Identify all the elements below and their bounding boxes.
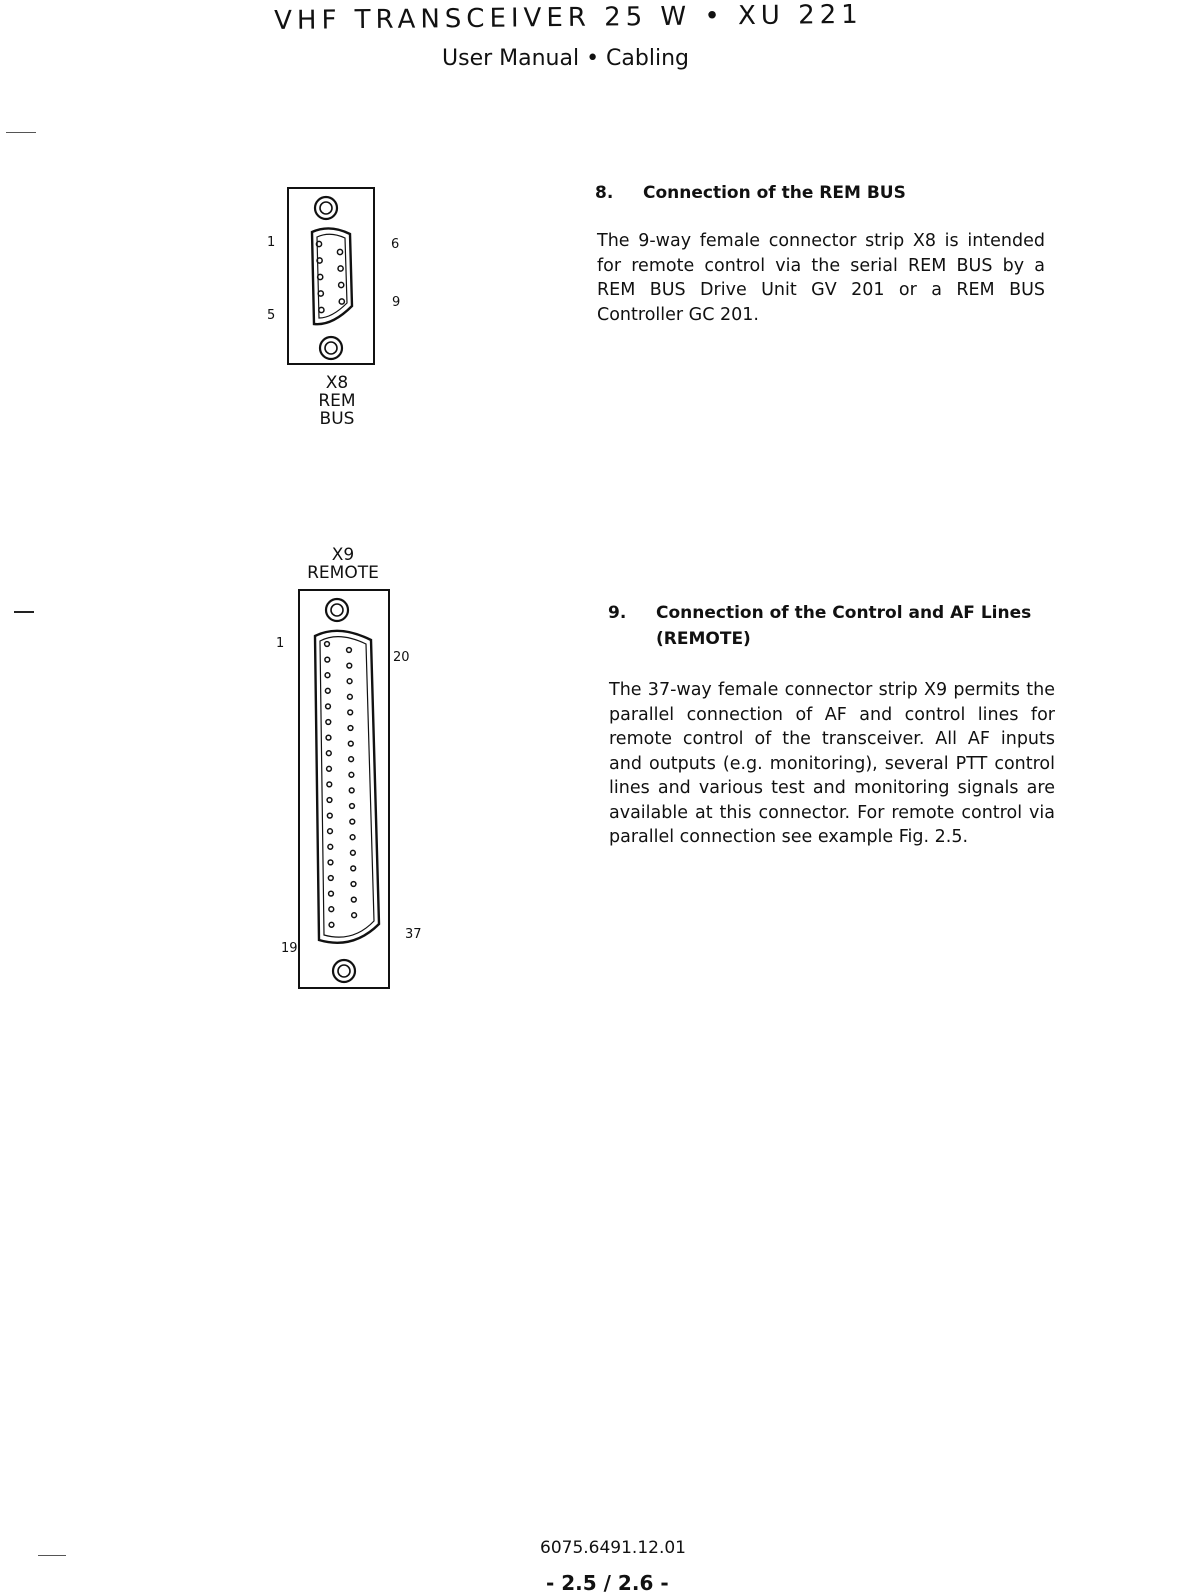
x9-pin-16 xyxy=(328,876,333,881)
x9-pin-27 xyxy=(349,757,354,762)
section-9-title-line-1: Connection of the Control and AF Lines xyxy=(656,603,1032,623)
x8-pin-5 xyxy=(319,307,324,312)
scan-mark xyxy=(38,1555,66,1556)
x9-caption-line-2: REMOTE xyxy=(307,563,379,583)
x9-pin-1 xyxy=(325,642,330,647)
x9-pin-1-label: 1 xyxy=(276,636,285,651)
x9-top-screw xyxy=(326,599,348,621)
x9-pin-22 xyxy=(347,679,352,684)
x9-pin-25 xyxy=(348,726,353,731)
x8-caption-line-3: BUS xyxy=(319,409,355,429)
x9-pin-8 xyxy=(326,751,331,756)
x8-caption-line-2: REM xyxy=(318,391,356,411)
x8-connector-drawing xyxy=(286,186,378,368)
x8-bottom-screw xyxy=(320,337,342,359)
x9-pin-18 xyxy=(329,907,334,912)
x8-shell-inner xyxy=(317,234,347,318)
x9-pin-11 xyxy=(327,798,332,803)
x9-caption xyxy=(300,546,386,582)
x9-pin-6 xyxy=(326,720,331,725)
scan-mark xyxy=(6,132,36,133)
x8-pin-6 xyxy=(337,249,342,254)
x8-pin-6-label: 6 xyxy=(391,237,400,252)
x9-shell-outer xyxy=(315,631,379,943)
section-8-body: The 9-way female connector strip X8 is intended for remote control via the serial REM BUS by a REM BUS Drive Unit GV 201 or a REM BUS Controller GC 201. xyxy=(597,231,1045,325)
document-title: VHF TRANSCEIVER 25 W • XU 221 xyxy=(274,0,863,36)
x9-pin-28 xyxy=(349,772,354,777)
x9-pin-20-label: 20 xyxy=(393,650,410,665)
x8-pin-9 xyxy=(339,299,344,304)
x9-pin-30 xyxy=(350,804,355,809)
x9-pin-19 xyxy=(329,922,334,927)
x9-pin-35 xyxy=(351,882,356,887)
x9-pin-24 xyxy=(348,710,353,715)
x9-pin-32 xyxy=(350,835,355,840)
x9-pin-4 xyxy=(325,688,330,693)
x9-pin-12 xyxy=(327,813,332,818)
x9-pin-13 xyxy=(328,829,333,834)
x9-bottom-screw xyxy=(333,960,355,982)
x8-pin-1-label: 1 xyxy=(267,235,276,250)
section-9-body: The 37-way female connector strip X9 permits the parallel connection of AF and control lines for remote control of the transceiver. All AF inputs and outputs (e.g. monitoring), several PTT control lines and various test and monitoring signals are available at this connector. For remote control via parallel connection see example Fig. 2.5. xyxy=(609,680,1055,847)
x9-pin-31 xyxy=(350,819,355,824)
x8-pin-5-label: 5 xyxy=(267,308,276,323)
x8-pin-7 xyxy=(338,266,343,271)
x9-pin-3 xyxy=(325,673,330,678)
x9-pin-7 xyxy=(326,735,331,740)
section-9-title-line-2: (REMOTE) xyxy=(656,629,751,649)
document-number: 6075.6491.12.01 xyxy=(540,1538,687,1558)
x9-pin-10 xyxy=(327,782,332,787)
x9-pin-15 xyxy=(328,860,333,865)
x8-top-screw xyxy=(315,197,337,219)
x9-pin-34 xyxy=(351,866,356,871)
x8-caption-line-1: X8 xyxy=(325,373,349,393)
x9-pin-33 xyxy=(351,850,356,855)
x8-pin-9-label: 9 xyxy=(392,295,401,310)
section-8-number: 8. xyxy=(595,183,614,203)
section-9-number: 9. xyxy=(608,603,627,623)
section-8-title: Connection of the REM BUS xyxy=(643,183,906,203)
x9-pin-21 xyxy=(347,663,352,668)
x8-pin-group xyxy=(316,241,344,312)
page-number: - 2.5 / 2.6 - xyxy=(546,1571,669,1595)
x9-pin-14 xyxy=(328,844,333,849)
x9-pin-20 xyxy=(347,648,352,653)
x9-pin-37 xyxy=(352,913,357,918)
x9-pin-2 xyxy=(325,657,330,662)
x9-pin-29 xyxy=(349,788,354,793)
x8-caption xyxy=(307,374,367,428)
x9-connector-drawing xyxy=(297,588,393,992)
x9-pin-5 xyxy=(326,704,331,709)
x9-caption-line-1: X9 xyxy=(331,545,355,565)
scan-mark xyxy=(14,611,34,613)
x9-pin-37-label: 37 xyxy=(405,927,422,942)
x9-pin-9 xyxy=(327,766,332,771)
document-subtitle: User Manual • Cabling xyxy=(442,46,689,71)
x9-pin-23 xyxy=(348,694,353,699)
x9-pin-17 xyxy=(329,891,334,896)
x8-pin-8 xyxy=(339,282,344,287)
x9-pin-36 xyxy=(351,897,356,902)
x9-pin-19-label: 19 xyxy=(281,941,298,956)
x9-pin-26 xyxy=(348,741,353,746)
x9-pin-group xyxy=(325,642,357,928)
